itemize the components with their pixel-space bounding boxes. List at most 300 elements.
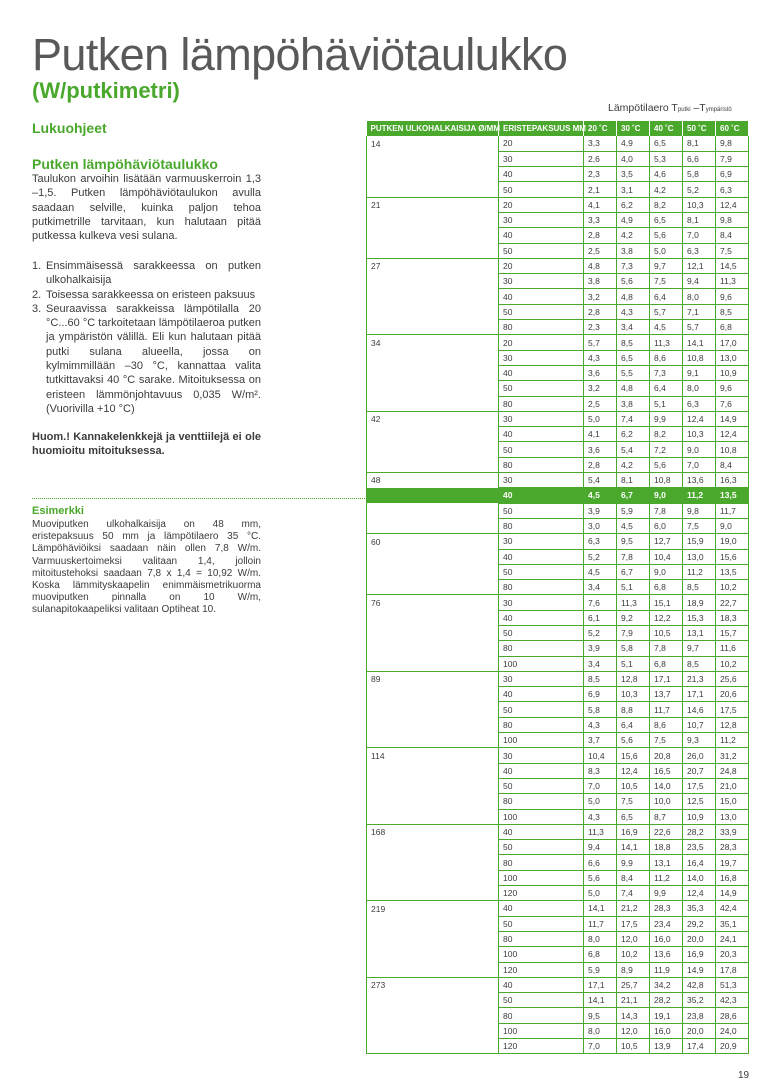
heat-loss-cell: 2,8 xyxy=(584,457,617,472)
diameter-cell xyxy=(367,687,499,702)
heat-loss-cell: 6,4 xyxy=(617,717,650,732)
heat-loss-cell: 10,3 xyxy=(683,427,716,442)
heat-loss-cell: 7,0 xyxy=(683,228,716,243)
insulation-cell: 30 xyxy=(499,151,584,166)
heat-loss-cell: 5,0 xyxy=(650,243,683,258)
heat-loss-cell: 5,8 xyxy=(617,641,650,656)
diameter-cell xyxy=(367,350,499,365)
diameter-cell: 48 xyxy=(367,473,499,488)
heat-loss-cell: 11,2 xyxy=(683,488,716,503)
heat-loss-cell: 8,9 xyxy=(617,962,650,977)
heat-loss-cell: 7,6 xyxy=(716,396,749,411)
table-row xyxy=(367,610,749,625)
table-row xyxy=(367,916,749,931)
diameter-cell xyxy=(367,778,499,793)
heat-loss-cell: 28,2 xyxy=(683,824,716,839)
heat-loss-cell: 5,2 xyxy=(584,549,617,564)
heat-loss-cell: 7,5 xyxy=(650,733,683,748)
heat-loss-cell: 13,6 xyxy=(650,947,683,962)
heat-loss-cell: 42,8 xyxy=(683,977,716,992)
table-row xyxy=(367,228,749,243)
insulation-cell: 40 xyxy=(499,427,584,442)
table-row xyxy=(367,320,749,335)
table-row xyxy=(367,778,749,793)
section-divider xyxy=(32,498,365,499)
diameter-cell: 27 xyxy=(367,258,499,273)
heat-loss-cell: 8,5 xyxy=(683,656,716,671)
intro-paragraph: Taulukon arvoihin lisätään varmuuskerroin 1,3 –1,5. Putken lämpöhäviötaulukon avulla saadaan selville, kuinka paljon tehoa putkimetrille tarvitaan, kun halutaan pitää putkessa kulkeva vesi sulana. xyxy=(32,173,261,243)
heat-loss-cell: 9,0 xyxy=(716,518,749,533)
table-row xyxy=(367,274,749,289)
table-row xyxy=(367,717,749,732)
heat-loss-cell: 12,4 xyxy=(716,197,749,212)
diameter-cell xyxy=(367,794,499,809)
heat-loss-cell: 10,4 xyxy=(584,748,617,763)
heat-loss-cell: 28,6 xyxy=(716,1008,749,1023)
table-row xyxy=(367,886,749,901)
heat-loss-cell: 3,8 xyxy=(617,243,650,258)
heat-loss-cell: 6,0 xyxy=(650,518,683,533)
heat-loss-cell: 18,3 xyxy=(716,610,749,625)
heat-loss-cell: 8,5 xyxy=(716,304,749,319)
table-row xyxy=(367,503,749,518)
heat-loss-cell: 17,5 xyxy=(617,916,650,931)
insulation-cell: 40 xyxy=(499,289,584,304)
insulation-cell: 30 xyxy=(499,473,584,488)
heat-loss-cell: 35,2 xyxy=(683,993,716,1008)
insulation-cell: 50 xyxy=(499,564,584,579)
insulation-cell: 100 xyxy=(499,733,584,748)
heat-loss-cell: 9,2 xyxy=(617,610,650,625)
insulation-cell: 50 xyxy=(499,243,584,258)
column-header: 30 ˚C xyxy=(617,121,650,136)
heat-loss-cell: 6,5 xyxy=(650,212,683,227)
heat-loss-cell: 6,9 xyxy=(716,167,749,182)
heat-loss-cell: 10,8 xyxy=(716,442,749,457)
heat-loss-cell: 7,5 xyxy=(650,274,683,289)
heat-loss-cell: 11,7 xyxy=(650,702,683,717)
insulation-cell: 100 xyxy=(499,1023,584,1038)
diameter-cell: 273 xyxy=(367,977,499,992)
heat-loss-cell: 13,1 xyxy=(683,626,716,641)
table-row xyxy=(367,350,749,365)
heat-loss-cell: 5,2 xyxy=(584,626,617,641)
heat-loss-cell: 5,9 xyxy=(617,503,650,518)
diameter-cell xyxy=(367,947,499,962)
heat-loss-cell: 34,2 xyxy=(650,977,683,992)
diameter-cell xyxy=(367,442,499,457)
heat-loss-cell: 7,2 xyxy=(650,442,683,457)
heat-loss-cell: 14,1 xyxy=(584,993,617,1008)
heat-loss-cell: 11,7 xyxy=(584,916,617,931)
heat-loss-cell: 10,7 xyxy=(683,717,716,732)
heat-loss-cell: 6,2 xyxy=(617,427,650,442)
heat-loss-cell: 9,9 xyxy=(617,855,650,870)
diameter-cell xyxy=(367,457,499,472)
heat-loss-cell: 5,6 xyxy=(617,274,650,289)
heat-loss-cell: 4,0 xyxy=(617,151,650,166)
heat-loss-cell: 12,4 xyxy=(683,886,716,901)
heat-loss-cell: 7,8 xyxy=(617,549,650,564)
table-row xyxy=(367,580,749,595)
heat-loss-cell: 17,0 xyxy=(716,335,749,350)
heat-loss-cell: 2,5 xyxy=(584,243,617,258)
heat-loss-cell: 24,0 xyxy=(716,1023,749,1038)
heat-loss-cell: 9,3 xyxy=(683,733,716,748)
heat-loss-table xyxy=(366,121,749,1054)
heat-loss-cell: 5,6 xyxy=(650,457,683,472)
heat-loss-cell: 7,0 xyxy=(584,1039,617,1054)
insulation-cell: 50 xyxy=(499,778,584,793)
heat-loss-cell: 3,3 xyxy=(584,212,617,227)
heat-loss-cell: 5,2 xyxy=(683,182,716,197)
insulation-cell: 80 xyxy=(499,320,584,335)
heat-loss-cell: 5,7 xyxy=(683,320,716,335)
page-number: 19 xyxy=(738,1070,750,1081)
heat-loss-cell: 5,0 xyxy=(584,886,617,901)
diameter-cell: 114 xyxy=(367,748,499,763)
insulation-cell: 50 xyxy=(499,304,584,319)
insulation-cell: 80 xyxy=(499,1008,584,1023)
heat-loss-cell: 4,8 xyxy=(617,381,650,396)
section-title: Putken lämpöhäviötaulukko xyxy=(32,156,218,172)
heat-loss-cell: 16,3 xyxy=(716,473,749,488)
table-row xyxy=(367,901,749,916)
table-row xyxy=(367,931,749,946)
insulation-cell: 80 xyxy=(499,855,584,870)
diameter-cell xyxy=(367,580,499,595)
heat-loss-cell: 8,4 xyxy=(716,457,749,472)
heat-loss-cell: 5,5 xyxy=(617,365,650,380)
heat-loss-cell: 10,9 xyxy=(716,365,749,380)
insulation-cell: 50 xyxy=(499,381,584,396)
heat-loss-cell: 12,4 xyxy=(683,411,716,426)
heat-loss-cell: 6,4 xyxy=(650,289,683,304)
heat-loss-cell: 15,0 xyxy=(716,794,749,809)
heat-loss-cell: 20,0 xyxy=(683,931,716,946)
heat-loss-cell: 6,3 xyxy=(584,534,617,549)
diameter-cell xyxy=(367,228,499,243)
insulation-cell: 50 xyxy=(499,993,584,1008)
heat-loss-cell: 26,0 xyxy=(683,748,716,763)
heat-loss-cell: 2,8 xyxy=(584,304,617,319)
heat-loss-cell: 4,1 xyxy=(584,197,617,212)
heat-loss-cell: 28,3 xyxy=(716,840,749,855)
insulation-cell: 80 xyxy=(499,717,584,732)
heat-loss-cell: 8,1 xyxy=(617,473,650,488)
step-text: Toisessa sarakkeessa on eristeen paksuus xyxy=(46,288,256,301)
diameter-cell xyxy=(367,717,499,732)
heat-loss-cell: 8,5 xyxy=(584,671,617,686)
heat-loss-cell: 17,1 xyxy=(683,687,716,702)
heat-loss-cell: 12,5 xyxy=(683,794,716,809)
page-subtitle: (W/putkimetri) xyxy=(32,78,180,103)
heat-loss-cell: 8,4 xyxy=(617,870,650,885)
heat-loss-cell: 19,0 xyxy=(716,534,749,549)
table-row xyxy=(367,212,749,227)
insulation-cell: 120 xyxy=(499,886,584,901)
diameter-cell xyxy=(367,1008,499,1023)
heat-loss-cell: 13,0 xyxy=(716,809,749,824)
insulation-cell: 50 xyxy=(499,503,584,518)
diameter-cell xyxy=(367,993,499,1008)
insulation-cell: 30 xyxy=(499,274,584,289)
heat-loss-cell: 11,3 xyxy=(584,824,617,839)
heat-loss-cell: 14,9 xyxy=(716,411,749,426)
insulation-cell: 40 xyxy=(499,365,584,380)
heat-loss-cell: 21,0 xyxy=(716,778,749,793)
heat-loss-cell: 9,7 xyxy=(683,641,716,656)
heat-loss-cell: 17,8 xyxy=(716,962,749,977)
heat-loss-cell: 12,2 xyxy=(650,610,683,625)
heat-loss-cell: 10,0 xyxy=(650,794,683,809)
insulation-cell: 40 xyxy=(499,549,584,564)
heat-loss-cell: 4,9 xyxy=(617,136,650,151)
heat-loss-cell: 5,7 xyxy=(650,304,683,319)
diameter-cell xyxy=(367,151,499,166)
heat-loss-cell: 8,8 xyxy=(617,702,650,717)
diameter-cell xyxy=(367,610,499,625)
diameter-cell xyxy=(367,1023,499,1038)
heat-loss-cell: 6,3 xyxy=(683,396,716,411)
heat-loss-cell: 16,9 xyxy=(617,824,650,839)
heat-loss-cell: 14,0 xyxy=(683,870,716,885)
heat-loss-cell: 6,1 xyxy=(584,610,617,625)
diameter-cell xyxy=(367,564,499,579)
diameter-cell xyxy=(367,488,499,503)
heat-loss-cell: 28,2 xyxy=(650,993,683,1008)
insulation-cell: 100 xyxy=(499,870,584,885)
heat-loss-cell: 9,4 xyxy=(683,274,716,289)
heat-loss-cell: 14,9 xyxy=(683,962,716,977)
heat-loss-cell: 12,8 xyxy=(716,717,749,732)
heat-loss-cell: 42,4 xyxy=(716,901,749,916)
heat-loss-cell: 4,8 xyxy=(584,258,617,273)
heat-loss-cell: 7,3 xyxy=(650,365,683,380)
heat-loss-cell: 10,2 xyxy=(617,947,650,962)
insulation-cell: 80 xyxy=(499,457,584,472)
diameter-cell: 60 xyxy=(367,534,499,549)
insulation-cell: 100 xyxy=(499,947,584,962)
heat-loss-cell: 11,3 xyxy=(617,595,650,610)
heat-loss-cell: 8,2 xyxy=(650,427,683,442)
heat-loss-cell: 7,0 xyxy=(584,778,617,793)
insulation-cell: 120 xyxy=(499,1039,584,1054)
heat-loss-cell: 5,0 xyxy=(584,794,617,809)
heat-loss-cell: 23,8 xyxy=(683,1008,716,1023)
column-header: PUTKEN ULKOHALKAISIJA Ø/MM xyxy=(367,121,499,136)
heat-loss-cell: 6,6 xyxy=(584,855,617,870)
heat-loss-cell: 6,5 xyxy=(617,350,650,365)
step-item xyxy=(32,288,261,302)
diameter-cell xyxy=(367,931,499,946)
step-text: Ensimmäisessä sarakkeessa on putken ulkohalkaisija xyxy=(46,260,261,287)
heat-loss-cell: 4,2 xyxy=(617,457,650,472)
heat-loss-cell: 6,2 xyxy=(617,197,650,212)
table-body xyxy=(367,136,749,1054)
heat-loss-cell: 7,1 xyxy=(683,304,716,319)
heat-loss-cell: 5,7 xyxy=(584,335,617,350)
heat-loss-cell: 16,8 xyxy=(716,870,749,885)
heat-loss-cell: 5,4 xyxy=(584,473,617,488)
diameter-cell xyxy=(367,396,499,411)
table-row xyxy=(367,656,749,671)
heat-loss-cell: 4,1 xyxy=(584,427,617,442)
heat-loss-cell: 33,9 xyxy=(716,824,749,839)
table-row xyxy=(367,702,749,717)
table-row xyxy=(367,457,749,472)
heat-loss-cell: 5,3 xyxy=(650,151,683,166)
step-item xyxy=(32,259,261,288)
heat-loss-cell: 14,1 xyxy=(617,840,650,855)
table-row xyxy=(367,687,749,702)
diameter-cell xyxy=(367,855,499,870)
step-number: 3. xyxy=(32,302,42,315)
heat-loss-cell: 15,1 xyxy=(650,595,683,610)
diameter-cell xyxy=(367,916,499,931)
heat-loss-cell: 7,9 xyxy=(617,626,650,641)
heat-loss-cell: 4,6 xyxy=(650,167,683,182)
table-row xyxy=(367,411,749,426)
heat-loss-cell: 9,5 xyxy=(617,534,650,549)
heat-loss-cell: 16,0 xyxy=(650,1023,683,1038)
heat-loss-cell: 21,1 xyxy=(617,993,650,1008)
heat-loss-cell: 2,6 xyxy=(584,151,617,166)
column-header: 20 ˚C xyxy=(584,121,617,136)
heat-loss-cell: 7,8 xyxy=(650,641,683,656)
heat-loss-cell: 28,3 xyxy=(650,901,683,916)
insulation-cell: 50 xyxy=(499,442,584,457)
heat-loss-cell: 21,3 xyxy=(683,671,716,686)
heat-loss-cell: 6,7 xyxy=(617,488,650,503)
diameter-cell xyxy=(367,870,499,885)
heat-loss-cell: 9,6 xyxy=(716,289,749,304)
heat-loss-cell: 14,9 xyxy=(716,886,749,901)
heat-loss-cell: 22,6 xyxy=(650,824,683,839)
heat-loss-cell: 5,1 xyxy=(617,580,650,595)
heat-loss-cell: 8,6 xyxy=(650,350,683,365)
heat-loss-cell: 8,2 xyxy=(650,197,683,212)
table-row xyxy=(367,243,749,258)
heat-loss-cell: 15,7 xyxy=(716,626,749,641)
temperature-difference-label: Lämpötilaero Tputki –Tympäristö xyxy=(608,102,732,114)
heat-loss-cell: 2,5 xyxy=(584,396,617,411)
heat-loss-cell: 8,0 xyxy=(584,931,617,946)
table-row xyxy=(367,488,749,503)
heat-loss-cell: 5,6 xyxy=(650,228,683,243)
table-row xyxy=(367,427,749,442)
insulation-cell: 30 xyxy=(499,212,584,227)
table-row xyxy=(367,304,749,319)
heat-loss-cell: 6,4 xyxy=(650,381,683,396)
diameter-cell xyxy=(367,641,499,656)
insulation-cell: 50 xyxy=(499,840,584,855)
diameter-cell: 168 xyxy=(367,824,499,839)
heat-loss-cell: 10,3 xyxy=(683,197,716,212)
heat-loss-cell: 9,0 xyxy=(650,488,683,503)
heat-loss-cell: 8,1 xyxy=(683,212,716,227)
heat-loss-cell: 4,5 xyxy=(584,564,617,579)
heat-loss-cell: 10,5 xyxy=(650,626,683,641)
heat-loss-cell: 12,4 xyxy=(617,763,650,778)
heat-loss-cell: 14,3 xyxy=(617,1008,650,1023)
heat-loss-cell: 7,4 xyxy=(617,886,650,901)
heat-loss-cell: 3,2 xyxy=(584,289,617,304)
table-row xyxy=(367,396,749,411)
diameter-cell xyxy=(367,427,499,442)
heat-loss-cell: 6,8 xyxy=(716,320,749,335)
heat-loss-cell: 9,1 xyxy=(683,365,716,380)
diameter-cell xyxy=(367,809,499,824)
insulation-cell: 80 xyxy=(499,518,584,533)
table-row xyxy=(367,564,749,579)
step-text: Seuraavissa sarakkeissa lämpötilalla 20 °C...60 °C tarkoitetaan lämpötilaeroa putken ja ympäristön välillä. Eli kun halutaan pitää putki sulana alueella, jossa on kylmimmillään –30 °C, kannattaa valita tutkittavaksi 40 °C sarake. Mitoituksessa on eristeen lämmönjohtavuus 0,035 W/m². (Vuorivilla +10 °C) xyxy=(46,302,261,415)
heat-loss-cell: 8,0 xyxy=(683,381,716,396)
insulation-cell: 80 xyxy=(499,931,584,946)
heat-loss-cell: 20,6 xyxy=(716,687,749,702)
diameter-cell: 89 xyxy=(367,671,499,686)
insulation-cell: 50 xyxy=(499,702,584,717)
insulation-cell: 40 xyxy=(499,901,584,916)
table-row xyxy=(367,748,749,763)
insulation-cell: 40 xyxy=(499,824,584,839)
heat-loss-cell: 19,7 xyxy=(716,855,749,870)
heat-loss-cell: 3,0 xyxy=(584,518,617,533)
heat-loss-cell: 15,3 xyxy=(683,610,716,625)
heat-loss-cell: 10,5 xyxy=(617,1039,650,1054)
heat-loss-cell: 25,6 xyxy=(716,671,749,686)
heat-loss-cell: 15,9 xyxy=(683,534,716,549)
reading-instructions-heading: Lukuohjeet xyxy=(32,120,107,136)
heat-loss-cell: 12,1 xyxy=(683,258,716,273)
heat-loss-cell: 5,1 xyxy=(650,396,683,411)
heat-loss-cell: 24,8 xyxy=(716,763,749,778)
heat-loss-cell: 14,5 xyxy=(716,258,749,273)
heat-loss-cell: 3,6 xyxy=(584,442,617,457)
heat-loss-cell: 9,8 xyxy=(716,136,749,151)
table-row xyxy=(367,626,749,641)
insulation-cell: 30 xyxy=(499,534,584,549)
heat-loss-cell: 3,4 xyxy=(584,580,617,595)
diameter-cell xyxy=(367,304,499,319)
heat-loss-cell: 8,5 xyxy=(617,335,650,350)
heat-loss-cell: 16,4 xyxy=(683,855,716,870)
insulation-cell: 50 xyxy=(499,182,584,197)
heat-loss-cell: 3,4 xyxy=(617,320,650,335)
insulation-cell: 50 xyxy=(499,626,584,641)
table-row xyxy=(367,977,749,992)
heat-loss-cell: 7,5 xyxy=(617,794,650,809)
diameter-cell xyxy=(367,733,499,748)
diameter-cell xyxy=(367,365,499,380)
insulation-cell: 30 xyxy=(499,350,584,365)
insulation-cell: 40 xyxy=(499,488,584,503)
instruction-steps xyxy=(32,259,261,416)
heat-loss-cell: 5,4 xyxy=(617,442,650,457)
heat-loss-cell: 4,3 xyxy=(584,809,617,824)
heat-loss-cell: 9,8 xyxy=(716,212,749,227)
heat-loss-cell: 18,8 xyxy=(650,840,683,855)
heat-loss-cell: 10,3 xyxy=(617,687,650,702)
heat-loss-cell: 8,6 xyxy=(650,717,683,732)
heat-loss-cell: 11,6 xyxy=(716,641,749,656)
diameter-cell xyxy=(367,243,499,258)
heat-loss-cell: 6,7 xyxy=(617,564,650,579)
heat-loss-cell: 4,2 xyxy=(617,228,650,243)
table-row xyxy=(367,258,749,273)
diameter-cell xyxy=(367,656,499,671)
example-title: Esimerkki xyxy=(32,505,84,517)
